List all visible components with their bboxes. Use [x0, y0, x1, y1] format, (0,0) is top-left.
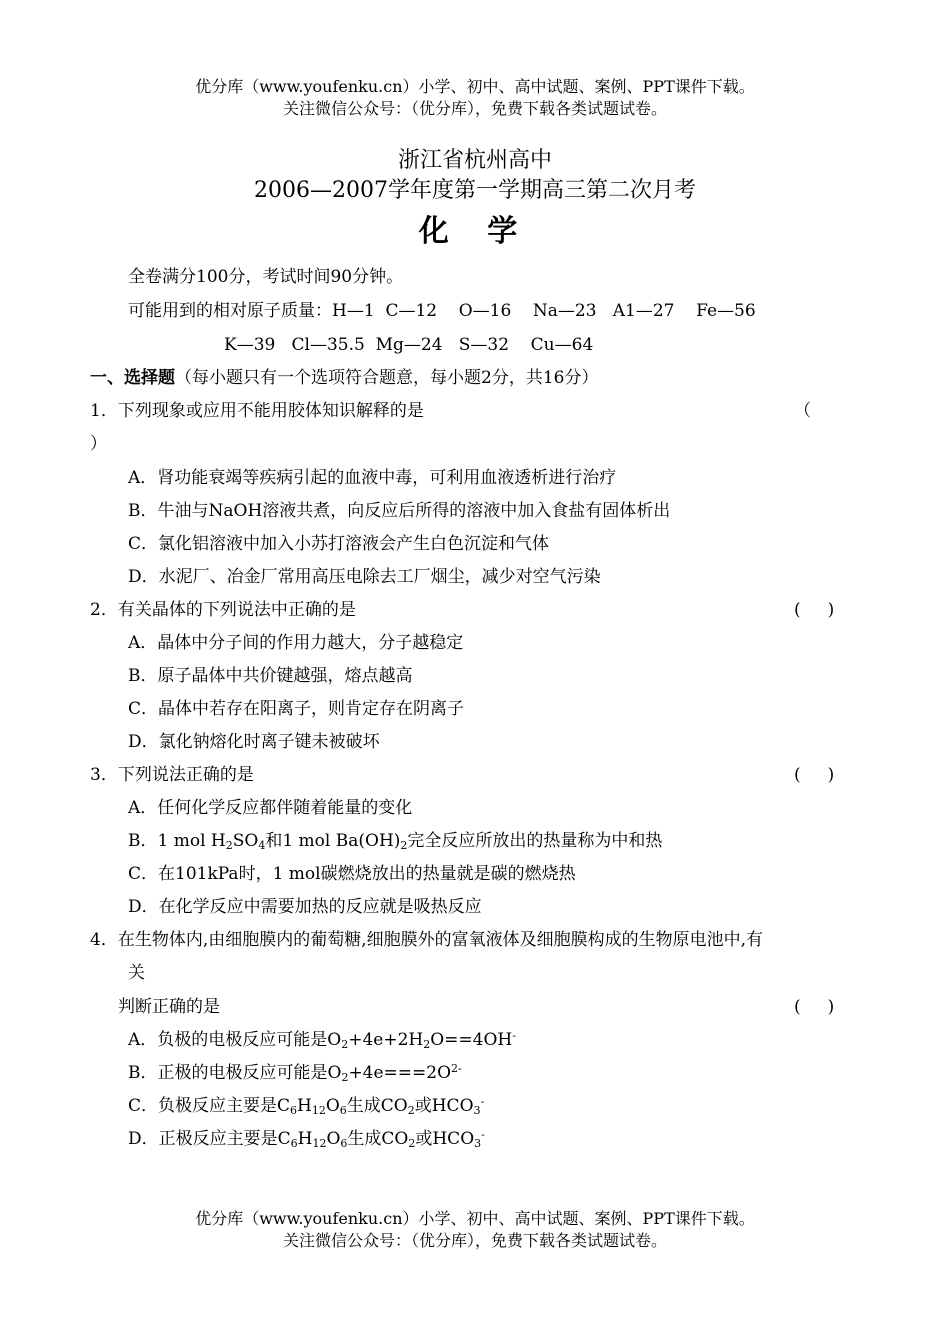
question-2-bracket: ( ): [794, 600, 835, 620]
school-title: 浙江省杭州高中: [397, 148, 552, 173]
question-3-option-d: D．在化学反应中需要加热的反应就是吸热反应: [128, 897, 482, 917]
page-footer: [0, 1208, 950, 1252]
question-1-stem: 1．下列现象或应用不能用胶体知识解释的是: [90, 401, 424, 421]
question-2-option-a: A．晶体中分子间的作用力越大，分子越稳定: [128, 633, 464, 653]
question-1-option-d: D．水泥厂、冶金厂常用高压电除去工厂烟尘，减少对空气污染: [128, 567, 601, 587]
question-3-stem: 3．下列说法正确的是: [90, 765, 254, 785]
header-line-2: 关注微信公众号：（优分库），免费下载各类试题试卷。: [282, 99, 667, 118]
score-info: 全卷满分100分，考试时间90分钟。: [128, 267, 404, 287]
atomic-masses-line-1: 可能用到的相对原子质量：H—1 C—12 O—16 Na—23 A1—27 Fe—56: [128, 301, 756, 321]
footer-line-2: 关注微信公众号：（优分库），免费下载各类试题试卷。: [282, 1231, 667, 1250]
question-2-option-b: B．原子晶体中共价键越强，熔点越高: [128, 666, 413, 686]
question-3-option-b: B．1 mol $H_2SO_4$和1 mol $Ba(OH)_2$完全反应所放出的热量称为中和热: [128, 831, 663, 852]
question-4-stem-line-3: 判断正确的是: [118, 997, 220, 1017]
question-2-stem: 2．有关晶体的下列说法中正确的是: [90, 600, 356, 620]
question-4-option-a: A．负极的电极反应可能是$O_2+4e+2H_2O==4OH^-$: [128, 1029, 516, 1051]
question-3-bracket: ( ): [794, 765, 835, 785]
question-1-bracket-open: （: [794, 401, 811, 421]
exam-title: 2006—2007学年度第一学期高三第二次月考: [254, 178, 696, 203]
section-heading: [90, 366, 598, 390]
header-line-1: 优分库（www.youfenku.cn）小学、初中、高中试题、案例、PPT课件下载。: [195, 77, 755, 96]
atomic-masses-line-2: K—39 Cl—35.5 Mg—24 S—32 Cu—64: [224, 335, 594, 355]
question-4-option-b: B．正极的电极反应可能是$O_2+4e===2O^{2-}$: [128, 1062, 462, 1084]
question-4-option-d: D．正极反应主要是$C_6H_{12}O_6$生成$CO_2$或$HCO_3^-$: [128, 1128, 485, 1150]
question-1-option-b: B．牛油与NaOH溶液共煮，向反应后所得的溶液中加入食盐有固体析出: [128, 501, 671, 521]
footer-line-1: 优分库（www.youfenku.cn）小学、初中、高中试题、案例、PPT课件下载。: [195, 1209, 755, 1228]
question-4-stem-line-2: 关: [128, 963, 145, 983]
question-3-option-a: A．任何化学反应都伴随着能量的变化: [128, 798, 413, 818]
question-4-stem-line-1: 4．在生物体内,由细胞膜内的葡萄糖,细胞膜外的富氧液体及细胞膜构成的生物原电池中,有: [90, 930, 764, 950]
question-3-option-c: C．在101kPa时，1 mol碳燃烧放出的热量就是碳的燃烧热: [128, 864, 576, 884]
question-1-bracket-close: ）: [90, 434, 107, 454]
question-4-bracket: ( ): [794, 997, 835, 1017]
question-1-option-a: A．肾功能衰竭等疾病引起的血液中毒，可利用血液透析进行治疗: [128, 468, 617, 488]
question-2-option-c: C．晶体中若存在阳离子，则肯定存在阴离子: [128, 699, 465, 719]
question-2-option-d: D．氯化钠熔化时离子键未被破坏: [128, 732, 380, 752]
subject-title: 化 学: [418, 214, 532, 249]
question-4-option-c: C．负极反应主要是$C_6H_{12}O_6$生成$CO_2$或$HCO_3^-$: [128, 1095, 485, 1117]
question-1-option-c: C．氯化铝溶液中加入小苏打溶液会产生白色沉淀和气体: [128, 534, 550, 554]
section-label: 一、选择题: [90, 368, 175, 388]
page-header: [0, 76, 950, 120]
section-note: （每小题只有一个选项符合题意，每小题2分，共16分）: [175, 368, 599, 388]
